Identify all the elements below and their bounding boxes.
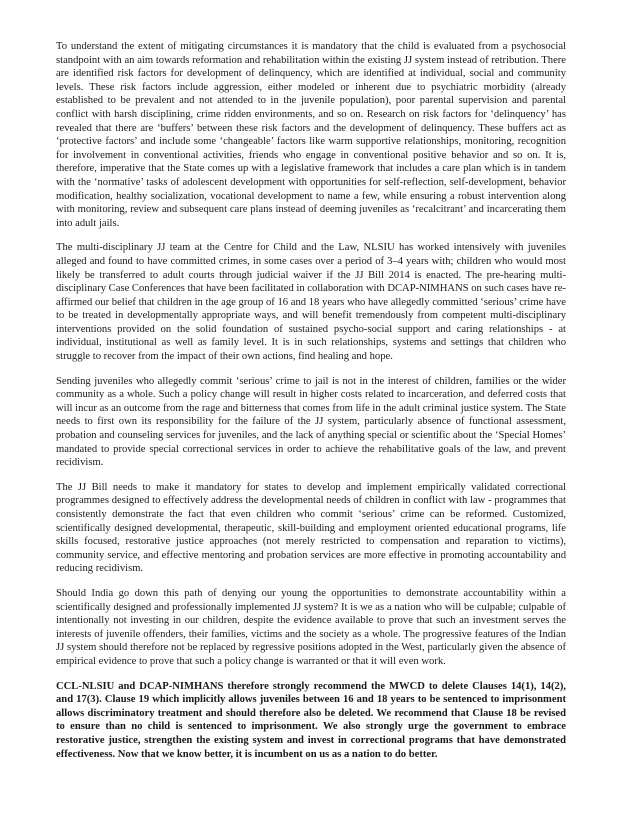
paragraph-recommendation: CCL-NLSIU and DCAP-NIMHANS therefore strongly recommend the MWCD to delete Clauses 14(1), 14(2), and 17(3). Clause 19 which implicitly allows juveniles between 16 and 18 years to be sentenced to imprisonment allows discriminatory treatment and should therefore also be deleted. We recommend that Clause 18 be revised to ensure than no child is sentenced to imprisonment. We also strongly urge the government to embrace restorative justice, strengthen the existing system and invest in correctional programs that have demonstrated effectiveness. Now that we know better, it is incumbent on us as a nation to do better.: [56, 680, 566, 760]
paragraph-mitigating-circumstances: To understand the extent of mitigating circumstances it is mandatory that the child is evaluated from a psychosocial standpoint with an aim towards reformation and rehabilitation within the existing JJ system instead of retribution. There are identified risk factors for development of delinquency, which are identified at individual, social and community levels. These risk factors include aggression, either modeled or inherent due to psychiatric morbidity (already established to be prevalent and not attended to in the juvenile population), poor parental supervision and parental conflict with harsh disciplining, crime ridden environments, and so on. Research on risk factors for ‘delinquency’ has revealed that there are ‘buffers’ between these risk factors and the development of delinquency. These buffers act as ‘protective factors’ and include some ‘changeable’ factors like warm supportive relationships, monitoring, recognition for involvement in conventional activities, friends who engage in conventional positive behavior and so on. It is, therefore, imperative that the State comes up with a legislative framework that includes a care plan which is in tandem with the ‘normative’ tasks of adolescent development with opportunities for self-reflection, self-development, behavior modification, healthy socialization, vocational development to name a few, while ensuring a robust intervention along with monitoring, review and subsequent care plans instead of deeming juveniles as ‘recalcitrant’ and incarcerating them into adult jails.: [56, 41, 566, 229]
paragraph-multidisciplinary-team: The multi-disciplinary JJ team at the Centre for Child and the Law, NLSIU has worked intensively with juveniles alleged and found to have committed crimes, in some cases over a period of 3–4 years with; children who would most likely be transferred to adult courts through judicial waiver if the JJ Bill 2014 is enacted. The pre-hearing multi-disciplinary Case Conferences that have been facilitated in collaboration with DCAP-NIMHANS on such cases have re-affirmed our belief that children in the age group of 16 and 18 years who have allegedly committed ‘serious’ crime have to be treated in developmentally appropriate ways, and will benefit tremendously from competent multi-disciplinary interventions provided on the solid foundation of sustained psycho-social support and caring relationships - at individual, institutional as well as family level. It is in such relationships, systems and settings that children who struggle to recover from the impact of their own actions, find healing and hope.: [56, 242, 566, 363]
paragraph-sending-juveniles-to-jail: Sending juveniles who allegedly commit ‘serious’ crime to jail is not in the interest of children, families or the wider community as a whole. Such a policy change will result in higher costs related to incarceration, and deferred costs that will incur as an outcome from the rage and bitterness that comes from life in the adult criminal justice system. The State needs to first own its responsibility for the failure of the JJ system, particularly absence of functional assessment, probation and counseling services for juveniles, and the lack of anything special or scientific about the ‘Special Homes’ mandated to provide special correctional services in order to achieve the rehabilitative goals of the law, and prevent recidivism.: [56, 375, 566, 469]
paragraph-should-india: Should India go down this path of denying our young the opportunities to demonstrate accountability within a scientifically designed and professionally implemented JJ system? It is we as a nation who will be culpable; culpable of intentionally not investing in our children, despite the evidence available to prove that such an investment serves the interests of juvenile offenders, their families, victims and the society as a whole. The progressive features of the Indian JJ system should therefore not be replaced by regressive positions adopted in the West, particularly given the absence of empirical evidence to prove that such a policy change is warranted or that it will even work.: [56, 587, 566, 667]
paragraph-correctional-programmes: The JJ Bill needs to make it mandatory for states to develop and implement empirically validated correctional programmes designed to effectively address the developmental needs of children in conflict with law - programmes that consistently demonstrate the fact that even children who commit ‘serious’ crime can be reformed. Customized, scientifically designed developmental, therapeutic, skill-building and employment oriented educational programs, life skills focused, restorative justice approaches (not merely restricted to compensation and reparation to victims), community service, and effective mentoring and probation services are more effective in promoting accountability and reducing recidivism.: [56, 481, 566, 575]
